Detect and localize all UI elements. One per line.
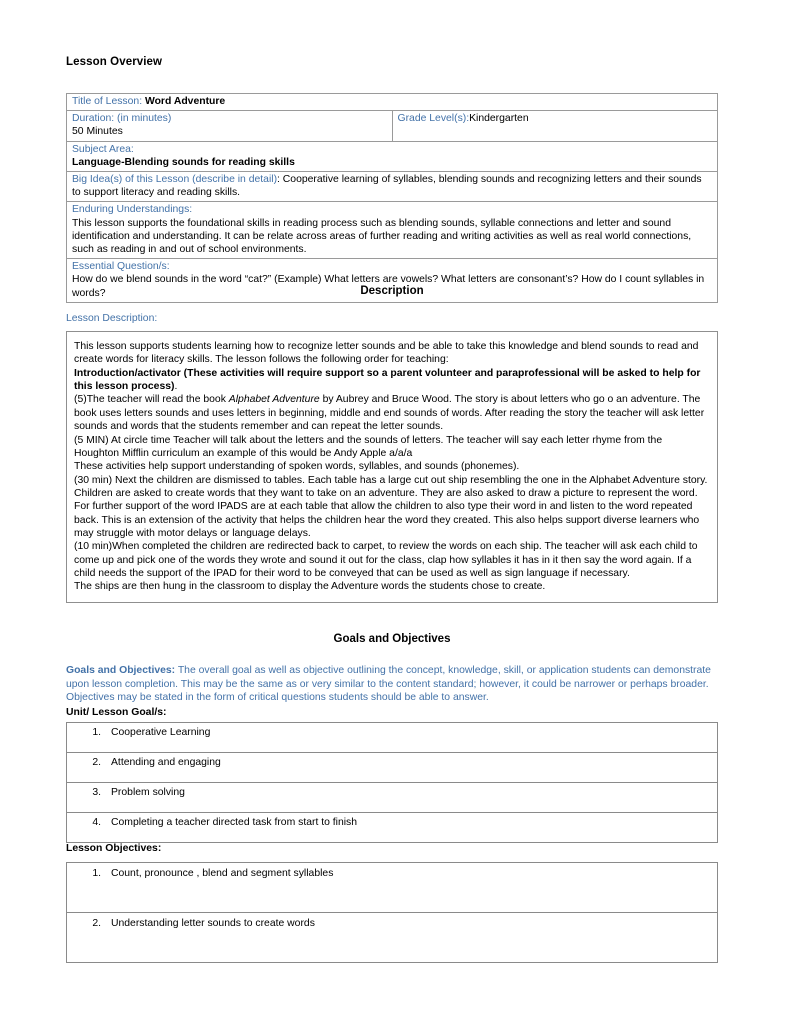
duration-value: 50 Minutes <box>72 126 123 138</box>
list-item-text: Attending and engaging <box>111 757 221 768</box>
description-paragraph-7: (10 min)When completed the children are redirected back to carpet, to review the words on each ship. The teacher will ask each child to come up and pick one of the words they wrote and sound it out for the class, clap how syllables it has in it then say the word again. If a child needs the support of the IPAD for their word to be conveyed that can be used as well as sign language if necessary. <box>74 541 698 580</box>
big-idea-value: : Cooperative learning of syllables, blending sounds and recognizing letters and their sounds to support literacy and reading skills. <box>72 174 702 199</box>
big-idea-label: Big Idea(s) of this Lesson (describe in detail) <box>72 174 278 186</box>
description-paragraph-4: (5 MIN) At circle time Teacher will talk about the letters and the sounds of letters. The teacher will say each letter rhyme from the Houghton Mifflin curriculum an example of this would be Andy Apple a/a/a <box>74 434 663 459</box>
section-heading-description: Description <box>360 285 424 297</box>
title-of-lesson-label: Title of Lesson: <box>72 96 143 107</box>
table-row-objective <box>67 863 718 913</box>
table-row-goal-cell <box>67 723 718 753</box>
table-row-goal <box>67 723 718 753</box>
goals-objectives-intro-text: The overall goal as well as objective outlining the concept, knowledge, skill, or application students can demonstrate upon lesson completion. This may be the same as or very similar to the content standard; however, it could be narrower or perhaps broader. Objectives may be stated in the form of critical questions students should be able to answer. <box>66 665 711 704</box>
table-row-objective-cell <box>67 863 718 913</box>
list-item-number: 1. <box>92 868 101 879</box>
overview-table-wrap <box>66 93 718 303</box>
list-item <box>67 918 717 929</box>
description-paragraph-2 <box>74 367 710 394</box>
grade-level-label: Grade Level(s): <box>397 113 470 125</box>
lesson-objectives-table-wrap <box>66 862 718 963</box>
list-item <box>67 757 717 768</box>
table-row-title <box>67 94 718 111</box>
lesson-objectives-label: Lesson Objectives: <box>66 843 162 854</box>
list-item-number: 2. <box>92 918 101 929</box>
book-title-alphabet-adventure: Alphabet Adventure <box>228 394 320 406</box>
cell-grade-level <box>392 111 718 141</box>
list-item <box>67 727 717 738</box>
description-paragraph-3-pre: (5)The teacher will read the book <box>74 394 229 406</box>
description-paragraph-2-bold: Introduction/activator (These activities will require support so a parent volunteer and paraprofessional will be asked to help for this lesson process) <box>74 367 701 393</box>
lesson-description-label: Lesson Description: <box>66 313 158 324</box>
table-row-enduring-understandings <box>67 202 718 259</box>
list-item-text: Completing a teacher directed task from start to finish <box>111 817 358 828</box>
subject-area-label: Subject Area: <box>72 143 134 155</box>
table-row-objective <box>67 913 718 963</box>
list-item-text: Count, pronounce , blend and segment syllables <box>111 868 334 879</box>
cell-title-of-lesson <box>67 94 718 111</box>
table-row-goal <box>67 813 718 843</box>
page-title-lesson-overview: Lesson Overview <box>66 56 163 68</box>
description-paragraph-8: The ships are then hung in the classroom to display the Adventure words the students chose to create. <box>74 581 546 593</box>
list-item-number: 2. <box>92 757 101 768</box>
table-row-goal <box>67 783 718 813</box>
list-item-text: Cooperative Learning <box>111 727 211 738</box>
list-item-text: Understanding letter sounds to create words <box>111 918 315 929</box>
table-row-duration-grade <box>67 111 718 141</box>
cell-duration <box>67 111 393 141</box>
description-paragraph-3-post: by Aubrey and Bruce Wood. The story is about letters who go o an adventure. The book uses letters sounds and uses letters in beginning, middle and end sounds of words. After reading the story the teacher will ask letter sounds and words that the students remember and can repeat the letter sounds. <box>74 394 705 433</box>
duration-label: Duration: (in minutes) <box>72 113 172 125</box>
description-paragraph-3 <box>74 393 710 433</box>
table-row-big-idea <box>67 172 718 202</box>
list-item-number: 1. <box>92 727 101 738</box>
description-paragraph-2-tail: . <box>174 381 178 393</box>
table-row-goal-cell <box>67 783 718 813</box>
table-row-goal <box>67 753 718 783</box>
essential-questions-label: Essential Question/s: <box>72 261 170 273</box>
enduring-understandings-value: This lesson supports the foundational skills in reading process such as blending sounds, syllable connections and letter and sound identification and understanding. It can be relate across areas of further reading and writing activities as well as real world connections, such as reading in and out of school environments. <box>72 217 692 256</box>
table-row-subject-area <box>67 141 718 171</box>
table-row-goal-cell <box>67 813 718 843</box>
enduring-understandings-label: Enduring Understandings: <box>72 204 193 216</box>
list-item-number: 3. <box>92 787 101 798</box>
description-paragraph-6: (30 min) Next the children are dismissed to tables. Each table has a large cut out ship resembling the one in the Alphabet Adventure story. Children are asked to create words that they want to take on an adventure. They are also asked to draw a picture to represent the word. For further support of the word IPADS are at each table that allow the children to also type their word in and listen to the word repeated back. This is an extension of the activity that helps the children hear the word they created. This also helps support diverse learners who may struggle with motor delays or language delays. <box>74 474 708 540</box>
list-item <box>67 787 717 798</box>
table-row-goal-cell <box>67 753 718 783</box>
title-of-lesson-value: Word Adventure <box>144 96 226 107</box>
subject-area-value: Language-Blending sounds for reading skills <box>72 156 295 168</box>
unit-lesson-goals-label: Unit/ Lesson Goal/s: <box>66 707 167 718</box>
goals-objectives-intro-label: Goals and Objectives: <box>66 665 176 676</box>
description-paragraph-5: These activities help support understanding of spoken words, syllables, and sounds (phonemes). <box>74 461 520 473</box>
lesson-description-box <box>66 331 718 603</box>
list-item-number: 4. <box>92 817 101 828</box>
cell-enduring-understandings <box>67 202 718 259</box>
essential-questions-value: How do we blend sounds in the word “cat?” (Example) What letters are vowels? What letters are consonant’s? How do I count syllables in words? <box>72 274 705 299</box>
cell-subject-area <box>67 141 718 171</box>
list-item <box>67 868 717 879</box>
section-heading-goals-and-objectives: Goals and Objectives <box>333 633 451 645</box>
unit-goals-table-wrap <box>66 722 718 843</box>
list-item-text: Problem solving <box>111 787 185 798</box>
unit-lesson-goals-table <box>66 722 718 843</box>
lesson-objectives-table <box>66 862 718 963</box>
list-item <box>67 817 717 828</box>
table-row-objective-cell <box>67 913 718 963</box>
lesson-overview-table <box>66 93 718 303</box>
cell-big-idea <box>67 172 718 202</box>
grade-level-value: Kindergarten <box>469 113 529 125</box>
goals-objectives-intro <box>66 664 718 705</box>
description-paragraph-1: This lesson supports students learning how to recognize letter sounds and be able to take this knowledge and blend sounds to read and create words for literacy skills. The lesson follows the following order for teaching: <box>74 341 699 366</box>
